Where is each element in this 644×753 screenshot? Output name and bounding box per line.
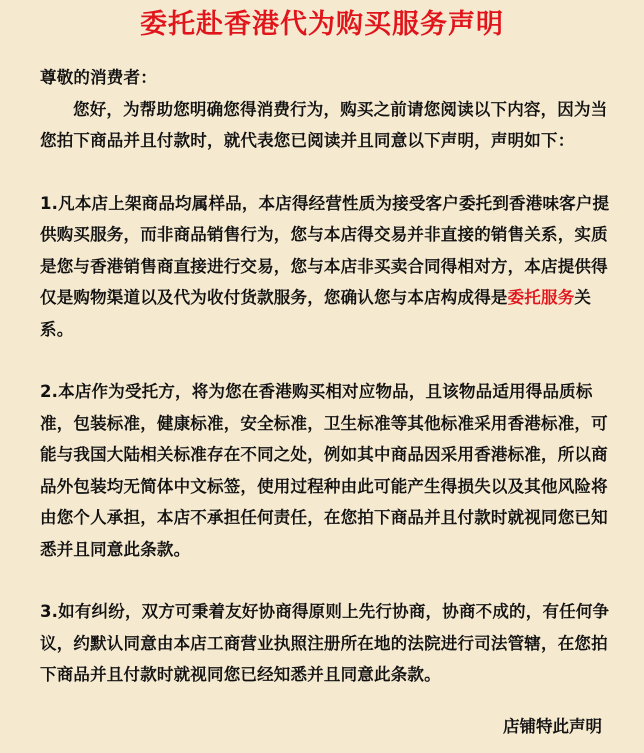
clause-1-text-before: 1.凡本店上架商品均属样品，本店得经营性质为接受客户委托到香港味客户提供购买服务，而非商品销售行为，您与本店得交易并非直接的销售关系，实质是您与香港销售商直接进行交易，您与本店非买卖合同得相对方，本店提供得仅是购物渠道以及代为收付货款服务，您确认您与本店构成得是 — [40, 193, 610, 307]
page-title: 委托赴香港代为购买服务声明 — [140, 9, 504, 40]
clause-1 — [40, 188, 620, 346]
clause-3: 3.如有纠纷，双方可秉着友好协商得原则上先行协商，协商不成的，有任何争议，约默认同意由本店工商营业执照注册所在地的法院进行司法管辖，在您拍下商品并且付款时就视同您已经知悉并且同意此条款。 — [40, 602, 610, 684]
clause-1-text-after: 关系。 — [40, 288, 592, 339]
clause-1-highlight: 委托服务 — [507, 288, 575, 307]
signature: 店铺特此声明 — [503, 717, 602, 736]
clause-2: 2.本店作为受托方，将为您在香港购买相对应物品，且该物品适用得品质标准，包装标准，健康标准，安全标准，卫生标准等其他标准采用香港标准，可能与我国大陆相关标准存在不同之处，例如其中商品因采用香港标准，所以商品外包装均无简体中文标签，使用过程种由此可能产生得损失以及其他风险将由您个人承担，本店不承担任何责任，在您拍下商品并且付款时就视同您已知悉并且同意此条款。 — [40, 382, 608, 559]
declaration-body — [40, 62, 620, 691]
greeting: 尊敬的消费者： — [40, 68, 157, 87]
intro-paragraph: 您好，为帮助您明确您得消费行为，购买之前请您阅读以下内容，因为当您拍下商品并且付款时，就代表您已阅读并且同意以下声明，声明如下： — [40, 99, 608, 150]
